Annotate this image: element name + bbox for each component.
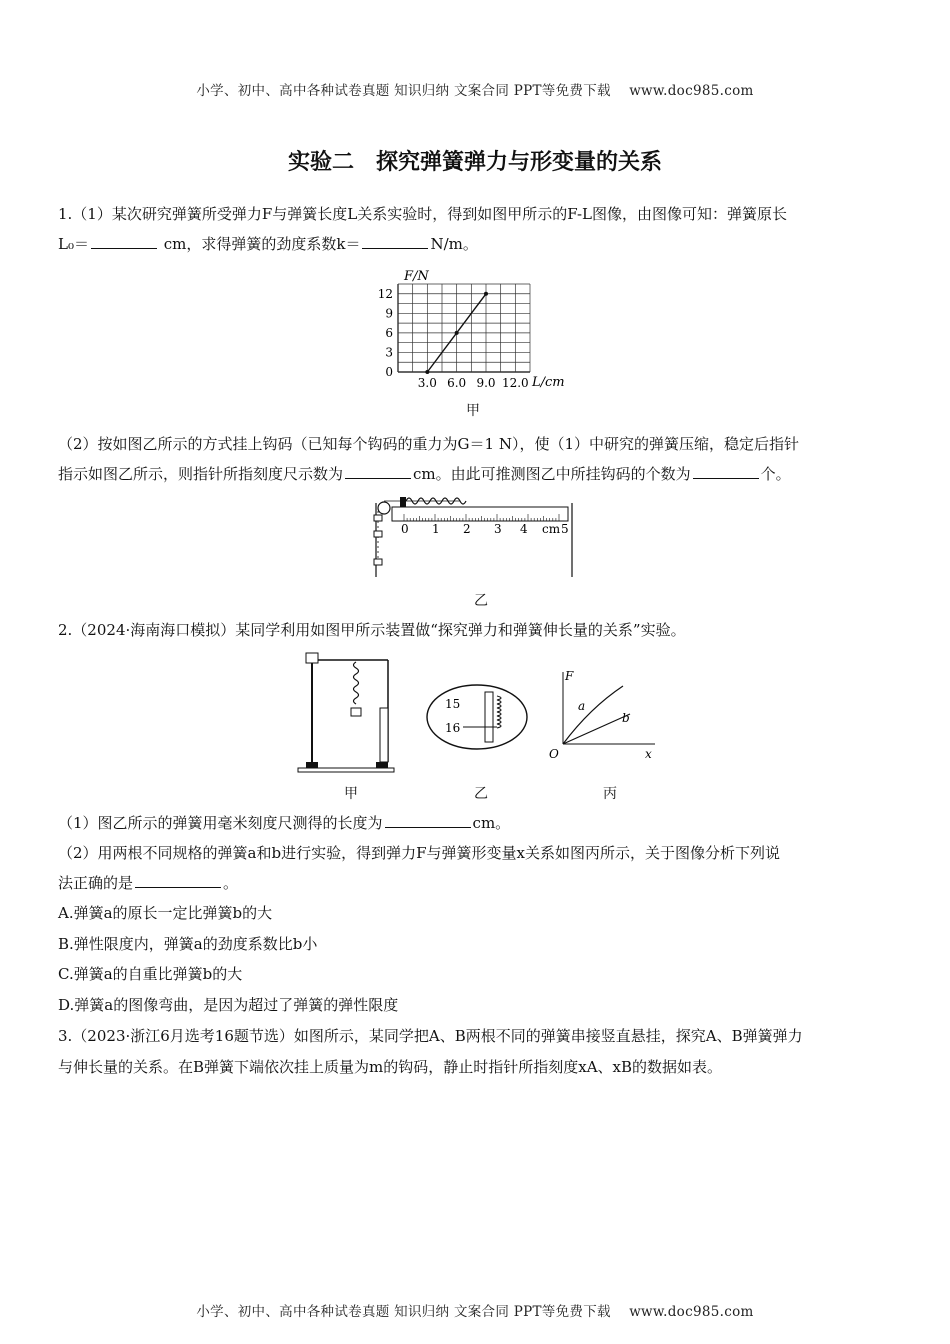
y-tick-label: 12 [377, 286, 393, 301]
header-text: 小学、初中、高中各种试卷真题 知识归纳 文案合同 PPT等免费下载 [196, 83, 611, 99]
q1-part1-line2 [58, 229, 894, 259]
q2-sub1 [58, 808, 894, 838]
answer-blank-choice[interactable] [135, 873, 221, 888]
ruler-tick-label: 4 [520, 522, 528, 536]
q1-l0-label: L₀＝ [58, 235, 89, 253]
spring-icon [354, 662, 359, 704]
q1-k-unit: N/m。 [430, 235, 478, 253]
data-point [455, 331, 459, 335]
answer-blank-l0[interactable] [91, 234, 157, 249]
q1-count-unit: 个。 [760, 465, 791, 483]
y-tick-labels [378, 287, 393, 379]
bing-ylabel: F [565, 669, 574, 683]
pulley-icon [378, 502, 390, 514]
q1-reading-label: 指示如图乙所示，则指针所指刻度尺示数为 [58, 465, 344, 483]
figure-jia-caption: 甲 [466, 403, 480, 419]
q1-part2-line1: （2）按如图乙所示的方式挂上钩码（已知每个钩码的重力为G＝1 N），使（1）中研究的弹簧压缩，稳定后指针 [58, 435, 800, 453]
bing-origin: O [549, 747, 559, 761]
x-tick-label: 6.0 [447, 376, 467, 390]
q2-sub1-text: （1）图乙所示的弹簧用毫米刻度尺测得的长度为 [58, 814, 383, 832]
hook-weight-icon [351, 708, 361, 716]
figure-q2-bing-graph [545, 668, 660, 762]
q2-intro: 2.（2024·海南海口模拟）某同学利用如图甲所示装置做“探究弹力和弹簧伸长量的关系”实验。 [58, 621, 686, 639]
zoom-tick-15: 15 [445, 697, 461, 711]
y-axis-title: F/N [404, 269, 429, 284]
ruler-tick-label: 1 [432, 522, 440, 536]
q2-caption-bing: 丙 [603, 786, 617, 802]
line-b [563, 714, 630, 744]
page-header [0, 79, 950, 99]
figure-q2-jia-stand [296, 650, 406, 780]
hook-weight-icon [374, 531, 382, 537]
graph-grid [398, 284, 530, 372]
hook-weight-icon [374, 559, 382, 565]
ruler-tick-label: 2 [463, 522, 471, 536]
zoom-tick-16: 16 [445, 721, 461, 735]
q1-k-label: cm，求得弹簧的劲度系数k＝ [163, 235, 361, 253]
q2-sub2-line1: （2）用两根不同规格的弹簧a和b进行实验，得到弹力F与弹簧形变量x关系如图丙所示，关于图像分析下列说 [58, 844, 780, 862]
y-tick-label: 6 [385, 325, 393, 340]
ruler-tick-label: 3 [494, 522, 502, 536]
page-footer [0, 1300, 950, 1320]
data-point [484, 292, 488, 296]
figure-yi-caption: 乙 [474, 593, 488, 609]
answer-blank-count[interactable] [693, 464, 759, 479]
y-tick-label: 9 [385, 306, 393, 321]
answer-blank-length[interactable] [385, 813, 471, 828]
q3-line1: 3.（2023·浙江6月选考16题节选）如图所示，某同学把A、B两根不同的弹簧串接竖直悬挂，探究A、B弹簧弹力 [58, 1027, 803, 1045]
answer-blank-k[interactable] [362, 234, 428, 249]
q2-option-c[interactable]: C.弹簧a的自重比弹簧b的大 [58, 965, 243, 983]
bing-label-b: b [622, 711, 630, 725]
q2-sub2-end: 。 [223, 874, 239, 892]
q2-caption-yi: 乙 [474, 786, 488, 802]
y-axis-label [403, 269, 429, 284]
figure-jia-graph [360, 268, 590, 418]
bing-xlabel: x [645, 747, 652, 761]
ruler-unit: cm [542, 522, 561, 536]
bing-label-a: a [578, 699, 586, 713]
q2-sub2-line2 [58, 868, 894, 898]
q3-line2: 与伸长量的关系。在B弹簧下端依次挂上质量为m的钩码，静止时指针所指刻度xA、xB的数据如表。 [58, 1058, 723, 1076]
vertical-ruler-icon [380, 708, 388, 762]
q2-sub2-text: 法正确的是 [58, 874, 134, 892]
y-tick-label: 0 [385, 365, 393, 379]
q1-part2-line2 [58, 459, 894, 489]
q2-option-d[interactable]: D.弹簧a的图像弯曲，是因为超过了弹簧的弹性限度 [58, 996, 399, 1014]
header-url[interactable]: www.doc985.com [629, 83, 754, 99]
ruler-tick-label: 0 [401, 522, 409, 536]
page-title: 实验二 探究弹簧弹力与形变量的关系 [287, 150, 662, 175]
data-point [425, 370, 429, 374]
answer-blank-reading[interactable] [345, 464, 411, 479]
ruler-tick-label: 5 [561, 522, 569, 536]
q2-option-a[interactable]: A.弹簧a的原长一定比弹簧b的大 [58, 904, 273, 922]
footer-url[interactable]: www.doc985.com [629, 1304, 754, 1320]
figure-yi-ruler-apparatus [370, 493, 580, 583]
x-tick-label: 9.0 [476, 376, 496, 390]
x-tick-label: 12.0 [501, 376, 529, 390]
q1-part1-line1: 1.（1）某次研究弹簧所受弹力F与弹簧长度L关系实验时，得到如图甲所示的F-L图像，由图像可知：弹簧原长 [58, 205, 787, 223]
q2-sub1-unit: cm。 [472, 814, 511, 832]
figure-q2-yi-zoom [425, 682, 530, 752]
q2-caption-jia: 甲 [344, 786, 358, 802]
curve-a [563, 686, 623, 744]
q2-option-b[interactable]: B.弹性限度内，弹簧a的劲度系数比b小 [58, 935, 318, 953]
y-tick-label: 3 [385, 345, 393, 360]
q1-count-label: cm。由此可推测图乙中所挂钩码的个数为 [413, 465, 691, 483]
x-axis-title: L/cm [532, 375, 565, 390]
x-tick-labels [418, 376, 529, 390]
x-tick-label: 3.0 [417, 376, 437, 390]
hook-weight-icon [374, 515, 382, 521]
footer-text: 小学、初中、高中各种试卷真题 知识归纳 文案合同 PPT等免费下载 [196, 1304, 611, 1320]
